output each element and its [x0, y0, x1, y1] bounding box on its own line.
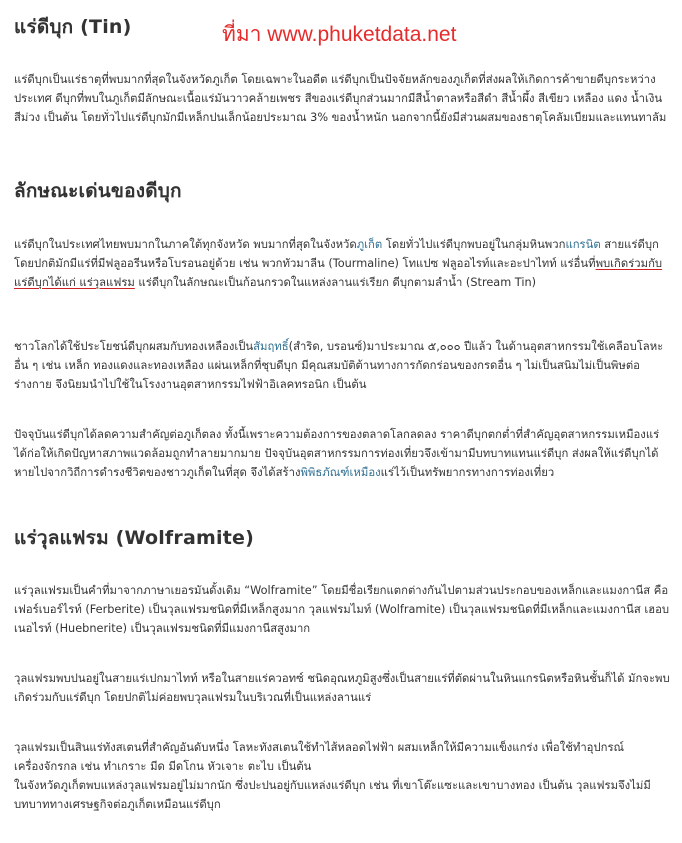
features-p2-text-a: ชาวโลกได้ใช้ประโยชน์ดีบุกผสมกับทองเหลืองเป็น [14, 340, 254, 353]
wolframite-uses-text: วุลแฟรมเป็นสินแร่ทังสเตนที่สำคัญอันดับหนึ่ง โลหะทังสเตนใช้ทำไส้หลอดไฟฟ้า ผสมเหล็กให้มีความแข็งแกร่ง เพื่อใช้ทำอุปกรณ์เครื่องจักรกล เช่น ทำเกราะ มีด มีดโกน หัวเจาะ ตะไบ เป็นต้น [14, 741, 625, 773]
tin-intro-paragraph: แร่ดีบุกเป็นแร่ธาตุที่พบมากที่สุดในจังหวัดภูเก็ต โดยเฉพาะในอดีต แร่ดีบุกเป็นปัจจัยหลักของภูเก็ตที่ส่งผลให้เกิดการค้าขายดีบุกระหว่างประเทศ ดีบุกที่พบในภูเก็ตมีลักษณะเนื้อแร่มันวาวคล้ายเพชร สีของแร่ดีบุกส่วนมากมีสีน้ำตาลหรือสีดำ สีน้ำผึ้ง สีเขียว เหลือง แดง น้ำเงิน สีม่วง เป็นต้น โดยทั่วไปแร่ดีบุกมักมีเหล็กปนเล็กน้อยประมาณ 3% ของน้ำหนัก นอกจากนี้ยังมีส่วนผสมของธาตุโคลัมเบียมและแทนทาลัม [14, 73, 667, 124]
granite-link[interactable]: แกรนิต [565, 238, 601, 251]
features-paragraph-1 [14, 235, 670, 292]
features-paragraph-3 [14, 425, 670, 482]
phuket-link[interactable]: ภูเก็ต [356, 238, 383, 251]
features-paragraph-2 [14, 337, 670, 394]
features-p3-text-b: แร่ไว้เป็นทรัพยากรทางการท่องเที่ยว [380, 466, 555, 479]
wolframite-paragraph-1: แร่วุลแฟรมเป็นคำที่มาจากภาษาเยอรมันดั้งเดิม “Wolframite” โดยมีชื่อเรียกแตกต่างกันไปตามส่วนประกอบของเหล็กและแมงกานีส คือ เฟอร์เบอร์ไรท์ (Ferberite) เป็นวุลแฟรมชนิดที่มีเหล็กสูงมาก วุลแฟรมไมท์ (Wolframite) เป็นวุลแฟรมชนิดที่มีเหล็กและแมงกานีส เฮอบเนอไรท์ (Huebnerite) เป็นวุลแฟรมชนิดที่มีแมงกานีสสูงมาก [14, 584, 670, 635]
source-credit: ที่มา www.phuketdata.net [222, 23, 457, 46]
wolframite-paragraph-3 [14, 738, 670, 814]
wolframite-heading: แร่วุลแฟรม (Wolframite) [14, 527, 254, 549]
features-p1-text-d: แร่ดีบุกในลักษณะเป็นก้อนกรวดในแหล่งลานแร่เรียก ดีบุกตามลำน้ำ (Stream Tin) [134, 276, 537, 289]
features-p2-text-b: (สำริด, บรอนซ์)มาประมาณ ๕,๐๐๐ ปีแล้ว ในด้านอุตสาหกรรมใช้เคลือบโลหะอื่น ๆ เช่น เหล็ก ทองแดงและทองเหลือง แผ่นเหล็กที่ชุบดีบุก มีคุณสมบัติต้านทางการกัดกร่อนของกรดอื่น ๆ ไม่เป็นสนิมไม่เป็นพิษต่อร่างกาย จึงนิยมนำไปใช้ในโรงงานอุตสาหกรรมไฟฟ้าอิเลคทรอนิก เป็นต้น [14, 340, 664, 391]
features-heading: ลักษณะเด่นของดีบุก [14, 180, 182, 202]
wolframite-phuket-text: ในจังหวัดภูเก็ตพบแหล่งวุลแฟรมอยู่ไม่มากนัก ซึ่งปะปนอยู่กับแหล่งแร่ดีบุก เช่น ที่เขาโต๊ะแซะและเขาบางทอง เป็นต้น วุลแฟรมจึงไม่มีบทบาททางเศรษฐกิจต่อภูเก็ตเหมือนแร่ดีบุก [14, 779, 651, 811]
features-p1-text-b: โดยทั่วไปแร่ดีบุกพบอยู่ในกลุ่มหินพวก [382, 238, 566, 251]
wolfram-cooccurrence-underlined: พบเกิดร่วมกับแร่ดีบุกได้แก่ แร่วุลแฟรม [14, 257, 663, 289]
features-p1-text-a: แร่ดีบุกในประเทศไทยพบมากในภาคใต้ทุกจังหวัด พบมากที่สุดในจังหวัด [14, 238, 357, 251]
features-p1-text-c: สายแร่ดีบุกโดยปกติมักมีแร่ที่มีฟลูออรีนหรือโบรอนอยู่ด้วย เช่น พวกทัวมาลีน (Tourmaline) โทแปซ ฟลูออไรท์และอะปาไทท์ แร่อื่นที่ [14, 238, 659, 270]
features-p3-text-a: ปัจจุบันแร่ดีบุกได้ลดความสำคัญต่อภูเก็ตลง ทั้งนี้เพราะความต้องการของตลาดโลกลดลง ราคาดีบุกตกต่ำที่สำคัญอุตสาหกรรมเหมืองแร่ได้ก่อให้เกิดปัญหาสภาพแวดล้อมถูกทำลายมากมาย ปัจจุบันอุตสาหกรรมการท่องเที่ยวจึงเข้ามามีบทบาทแทนแร่ดีบุก ส่งผลให้แร่ดีบุกได้หายไปจากวิถีการดำรงชีวิตของชาวภูเก็ตในที่สุด จึงได้สร้าง [14, 428, 660, 479]
mining-museum-link[interactable]: พิพิธภัณฑ์เหมือง [300, 466, 381, 479]
tin-heading: แร่ดีบุก (Tin) [14, 16, 132, 38]
wolframite-paragraph-2: วุลแฟรมพบปนอยู่ในสายแร่เปกมาไทท์ หรือในสายแร่ควอทซ์ ชนิดอุณหภูมิสูงซึ่งเป็นสายแร่ที่ตัดผ่านในหินแกรนิตหรือหินชั้นก็ได้ มักจะพบเกิดร่วมกับแร่ดีบุก โดยปกติไม่ค่อยพบวุลแฟรมในบริเวณที่เป็นแหล่งลานแร่ [14, 672, 670, 704]
bronze-link[interactable]: สัมฤทธิ์ [253, 340, 289, 353]
